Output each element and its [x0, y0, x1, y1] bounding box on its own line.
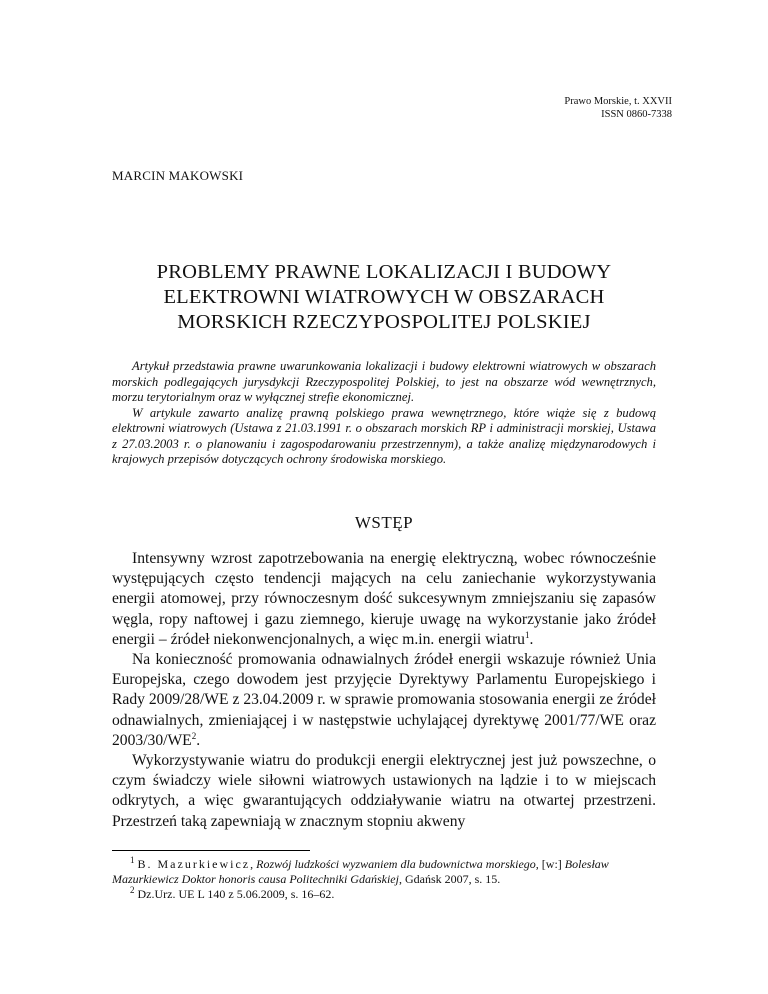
journal-issn: ISSN 0860-7338 — [601, 109, 672, 120]
footnote-1-title: Rozwój ludzkości wyzwaniem dla budownictwa morskiego, — [256, 857, 539, 871]
body-paragraph-2 — [112, 650, 656, 751]
footnote-1-book: Bolesław Mazurkiewicz Doktor honoris causa Politechniki Gdańskiej — [112, 857, 609, 886]
title-line-3: MORSKICH RZECZYPOSPOLITEJ POLSKIEJ — [177, 311, 591, 333]
footnote-1: $^1$ B. Mazurkiewicz, Rozwój ludzkości wyzwaniem dla budownictwa morskiego, [w:] Bolesław Mazurkiewicz Doktor honoris causa Politechniki Gdańskiej, Gdańsk 2007, s. 15. — [112, 855, 609, 886]
title-line-2: ELEKTROWNI WIATROWYCH W OBSZARACH — [163, 286, 605, 308]
footnote-1-rest: , Gdańsk 2007, s. 15. — [398, 872, 501, 886]
footnote-1-number: 1 — [130, 855, 135, 865]
body-paragraph-1 — [112, 549, 656, 650]
body-text — [112, 549, 656, 832]
article-title — [112, 260, 656, 335]
footnote-2-text: Dz.Urz. UE L 140 z 5.06.2009, s. 16–62. — [137, 887, 335, 901]
abstract-paragraph-1: Artykuł przedstawia prawne uwarunkowania lokalizacji i budowy elektrowni wiatrowych w obszarach morskich podlegających jurysdykcji Rzeczypospolitej Polskiej, to jest na obszarze wód wewnętrznych, morzu terytorialnym oraz w wyłącznej strefie ekonomicznej. — [112, 359, 656, 404]
paragraph-1-text: Intensywny wzrost zapotrzebowania na energię elektryczną, wobec równocześnie występujących często tendencji mających na celu zaniechanie wykorzystywania energii atomowej, przy równoczesnym dość sukcesywnym zmniejszaniu się zapasów węgla, ropy naftowej i gazu ziemnego, kieruje uwagę na wykorzystanie jako źródeł energii – źródeł niekonwencjonalnych, a więc m.in. energii wiatru — [112, 550, 656, 648]
abstract-paragraph-2: W artykule zawarto analizę prawną polskiego prawa wewnętrznego, które wiąże się z budową elektrowni wiatrowych (Ustawa z 21.03.1991 r. o obszarach morskich RP i administracji morskiej, Ustawa z 27.03.2003 r. o planowaniu i zagospodarowaniu przestrzennym), a także analizę międzynarodowych i krajowych przepisów dotyczących ochrony środowiska morskiego. — [112, 405, 656, 466]
body-paragraph-3: Wykorzystywanie wiatru do produkcji energii elektrycznej jest już powszechne, o czym świadczy wiele siłowni wiatrowych ustawionych na lądzie i to w miejscach odkrytych, a więc gwarantujących oddziaływanie wiatru na otwartej przestrzeni. Przestrzeń taką zapewniają w znacznym stopniu akweny — [112, 752, 656, 830]
journal-volume: Prawo Morskie, t. XXVII — [564, 96, 672, 107]
journal-info — [564, 95, 672, 121]
footnote-2-number: 2 — [130, 885, 135, 895]
abstract — [112, 359, 656, 468]
footnote-ref-2: 2 — [191, 730, 197, 741]
author-name: MARCIN MAKOWSKI — [112, 168, 244, 183]
paragraph-1-end: . — [529, 630, 534, 648]
paragraph-2-text: Na konieczność promowania odnawialnych źródeł energii wskazuje również Unia Europejska, czego dowodem jest przyjęcie Dyrektywy Parlamentu Europejskiego i Rady 2009/28/WE z 23.04.2009 r. w sprawie promowania stosowania energii ze źródeł odnawialnych, zmieniającej i w następstwie uchylającej dyrektywę 2001/77/WE oraz 2003/30/WE — [112, 651, 656, 749]
footnote-divider — [112, 850, 310, 851]
footnote-1-author: B. Mazurkiewicz — [137, 857, 251, 871]
paragraph-2-end: . — [196, 731, 201, 749]
footnote-1-in: [w:] — [538, 857, 565, 871]
section-heading: WSTĘP — [354, 513, 414, 532]
footnotes — [112, 857, 656, 902]
footnote-2 — [112, 887, 656, 902]
title-line-1: PROBLEMY PRAWNE LOKALIZACJI I BUDOWY — [156, 261, 612, 283]
footnote-ref-1: 1 — [524, 629, 530, 640]
